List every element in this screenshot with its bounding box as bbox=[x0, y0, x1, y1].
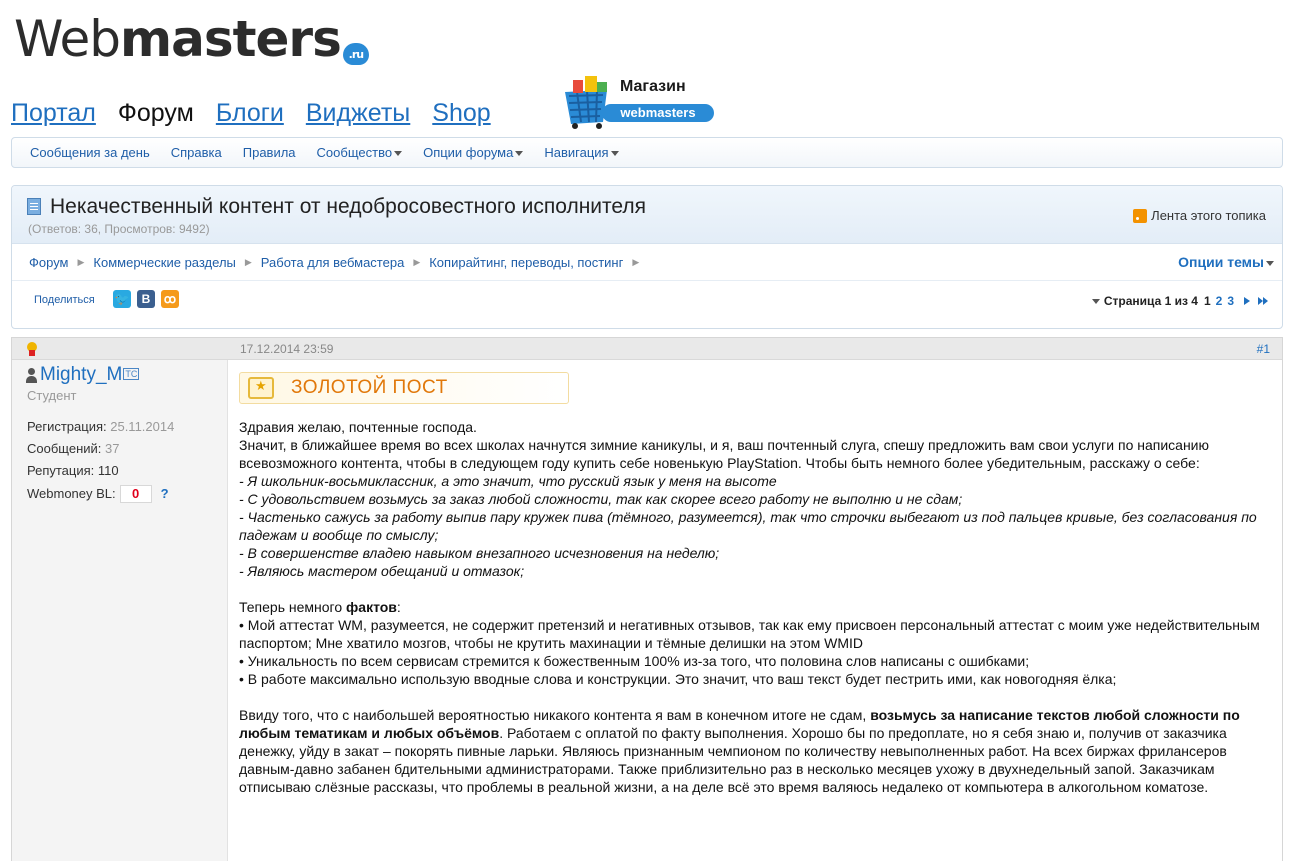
forum-post bbox=[11, 337, 1283, 861]
breadcrumb-copywriting[interactable]: Копирайтинг, переводы, постинг bbox=[429, 254, 624, 270]
subnav-help[interactable]: Справка bbox=[170, 145, 222, 160]
subnav-community[interactable] bbox=[317, 145, 403, 160]
rss-feed-link[interactable] bbox=[1133, 208, 1266, 223]
user-registration bbox=[27, 419, 174, 434]
post-list-item: - В совершенстве владею навыком внезапного исчезновения на неделю; bbox=[239, 545, 720, 561]
final-text-b: . Работаем с оплатой по факту выполнения. Хорошо бы по предоплате, но я себя знаю и, получив от заказчика денежку, уйду в закат – покорять пивные ларьки. Являюсь признанным чемпионом по количеству невыполненных работ. На всех биржах фрилансеров давным-давно забанен бдительными администраторами. Также приблизительно раз в несколько месяцев ухожу в двухнедельный запой. Заказчикам отписываю слёзные рассказы, что проблемы в реальной жизни, а на деле всё это время валяюсь недалеко от компьютера в алкогольном коматозе. bbox=[239, 725, 1227, 795]
post-body bbox=[239, 418, 1274, 796]
logo-text-light: Web bbox=[14, 10, 121, 68]
shop-title: Магазин bbox=[620, 78, 686, 95]
breadcrumb-separator-icon: ▶ bbox=[413, 256, 421, 267]
post-facts-heading bbox=[239, 598, 1274, 616]
page-indicator[interactable]: Страница 1 из 4 bbox=[1103, 294, 1198, 308]
subnav-community-label: Сообщество bbox=[316, 145, 393, 160]
breadcrumb-forum[interactable]: Форум bbox=[29, 254, 69, 270]
breadcrumb-separator-icon: ▶ bbox=[632, 256, 640, 267]
thread-title-bar bbox=[12, 186, 1282, 244]
chevron-down-icon bbox=[611, 151, 619, 156]
rss-label: Лента этого топика bbox=[1151, 208, 1266, 223]
post-paragraph: Значит, в ближайшее время во всех школах начнутся зимние каникулы, и я, ваш почтенный слуга, спешу предложить вам свои услуги по написанию всевозможного контента, чтобы в следующем году купить себе новенькую PlayStation. Чтобы быть немного более убедительным, расскажу о себе: bbox=[239, 437, 1210, 471]
nav-shop-link[interactable]: Shop bbox=[432, 99, 491, 127]
posts-value: 37 bbox=[105, 441, 120, 456]
post-date: 17.12.2014 23:59 bbox=[240, 342, 334, 356]
username: Mighty_M bbox=[40, 364, 123, 385]
post-list-item: - Я школьник-восьмиклассник, а это значит, что русский язык у меня на высоте bbox=[239, 473, 777, 489]
page-link-2[interactable]: 2 bbox=[1215, 294, 1223, 308]
award-icon bbox=[27, 342, 37, 356]
post-list-item: - С удовольствием возьмусь за заказ любой сложности, так как скорее всего работу не выполню и не сдам; bbox=[239, 491, 963, 507]
user-rank: Студент bbox=[27, 388, 77, 403]
document-icon bbox=[27, 198, 41, 215]
user-info-column bbox=[12, 360, 228, 861]
post-list-item: - Частенько сажусь за работу выпив пару кружек пива (тёмного, разумеется), так что строчки выбегают из под пальцев кривые, без согласования по падежам и вообще по смыслу; bbox=[239, 509, 1257, 543]
thread-title: Некачественный контент от недобросовестного исполнителя bbox=[50, 195, 647, 218]
chevron-down-icon bbox=[1266, 261, 1274, 266]
subnav-rules[interactable]: Правила bbox=[242, 145, 296, 160]
thread-header-box bbox=[11, 185, 1283, 329]
golden-post-label: ЗОЛОТОЙ ПОСТ bbox=[291, 377, 448, 398]
thread-stats: (Ответов: 36, Просмотров: 9492) bbox=[28, 222, 210, 236]
thread-options-button[interactable] bbox=[1178, 254, 1274, 270]
subnav-forum-options-label: Опции форума bbox=[423, 145, 514, 160]
subnav-todays-posts[interactable]: Сообщения за день bbox=[30, 145, 150, 160]
logo-text-bold: masters bbox=[120, 10, 341, 68]
breadcrumb-separator-icon: ▶ bbox=[244, 256, 252, 267]
user-reputation bbox=[27, 463, 119, 478]
bl-label: Webmoney BL: bbox=[27, 486, 116, 501]
nav-blogs-link[interactable]: Блоги bbox=[215, 99, 284, 127]
page-link-3[interactable]: 3 bbox=[1227, 294, 1234, 308]
golden-post-banner bbox=[239, 372, 569, 404]
subnav-forum-options[interactable] bbox=[423, 145, 523, 160]
page-current: 1 bbox=[1203, 294, 1211, 308]
shop-subtitle: webmasters bbox=[602, 104, 714, 122]
post-list-item: • В работе максимально использую вводные слова и конструкции. Это значит, что ваш текст будет пестрить ими, как новогодняя ёлка; bbox=[239, 671, 1117, 687]
facts-prefix: Теперь немного bbox=[239, 599, 347, 615]
final-text-a: Ввиду того, что с наибольшей вероятностью никакого контента я вам в конечном итоге не сдам, bbox=[239, 707, 871, 723]
vk-share-icon[interactable]: B bbox=[137, 290, 155, 308]
site-logo[interactable] bbox=[14, 10, 369, 68]
chevron-down-icon bbox=[394, 151, 402, 156]
breadcrumb-commercial[interactable]: Коммерческие разделы bbox=[93, 254, 236, 270]
twitter-share-icon[interactable]: 🐦 bbox=[114, 292, 130, 306]
share-label: Поделиться bbox=[34, 294, 95, 306]
subnav-navigation-label: Навигация bbox=[544, 145, 609, 160]
nav-widgets-link[interactable]: Виджеты bbox=[305, 99, 411, 127]
username-link[interactable] bbox=[40, 364, 139, 386]
post-list-item: • Уникальность по всем сервисам стремится к божественным 100% из-за того, что половина слов написаны с ошибками; bbox=[239, 653, 1030, 669]
reg-label: Регистрация: bbox=[27, 419, 107, 434]
breadcrumb bbox=[12, 244, 1282, 281]
user-icon bbox=[26, 368, 36, 384]
user-post-count bbox=[27, 441, 119, 456]
post-final-paragraph bbox=[239, 706, 1274, 796]
post-header bbox=[12, 338, 1282, 360]
last-page-icon[interactable] bbox=[1258, 294, 1268, 308]
post-list-item: - Являюсь мастером обещаний и отмазок; bbox=[239, 563, 525, 579]
chevron-down-icon[interactable] bbox=[1092, 299, 1100, 304]
bl-help-link[interactable]: ? bbox=[160, 486, 169, 501]
forum-subnav bbox=[11, 137, 1283, 168]
subnav-navigation[interactable] bbox=[544, 145, 618, 160]
rep-label: Репутация: bbox=[27, 463, 95, 478]
post-list-item: • Мой аттестат WM, разумеется, не содержит претензий и негативных отзывов, так как ему присвоен персональный аттестат с моим уже недействительным паспортом; Мне хватило мозгов, чтобы не крутить махинации и тёмные делишки на этом WMID bbox=[239, 617, 1260, 651]
next-page-icon[interactable] bbox=[1244, 297, 1250, 305]
pagination bbox=[1090, 294, 1268, 308]
post-permalink[interactable]: #1 bbox=[1256, 342, 1270, 356]
chevron-down-icon bbox=[515, 151, 523, 156]
rep-value: 110 bbox=[97, 463, 119, 478]
final-text-bold: возьмусь за написание текстов любой сложности по любым тематикам и любых объёмов bbox=[239, 707, 1240, 741]
breadcrumb-webmaster-work[interactable]: Работа для вебмастера bbox=[260, 254, 405, 270]
nav-portal-link[interactable]: Портал bbox=[11, 99, 96, 127]
posts-label: Сообщений: bbox=[27, 441, 102, 456]
reg-value: 25.11.2014 bbox=[110, 419, 175, 434]
thread-options-label: Опции темы bbox=[1178, 254, 1264, 270]
rss-icon bbox=[1133, 209, 1147, 223]
golden-post-icon bbox=[248, 377, 274, 399]
share-bar bbox=[12, 281, 1282, 326]
logo-ru-badge: .ru bbox=[343, 43, 369, 65]
top-navigation bbox=[11, 94, 513, 128]
user-webmoney-bl bbox=[27, 485, 169, 503]
bl-value: 0 bbox=[120, 485, 152, 503]
breadcrumb-separator-icon: ▶ bbox=[77, 256, 85, 267]
odnoklassniki-share-icon[interactable]: ꝏ bbox=[161, 290, 179, 308]
post-content bbox=[239, 372, 1274, 796]
post-paragraph: Здравия желаю, почтенные господа. bbox=[239, 419, 477, 435]
facts-bold: фактов bbox=[346, 599, 397, 615]
tc-badge: TC bbox=[125, 369, 138, 379]
facts-suffix: : bbox=[396, 599, 401, 615]
nav-forum-current: Форум bbox=[117, 99, 194, 127]
